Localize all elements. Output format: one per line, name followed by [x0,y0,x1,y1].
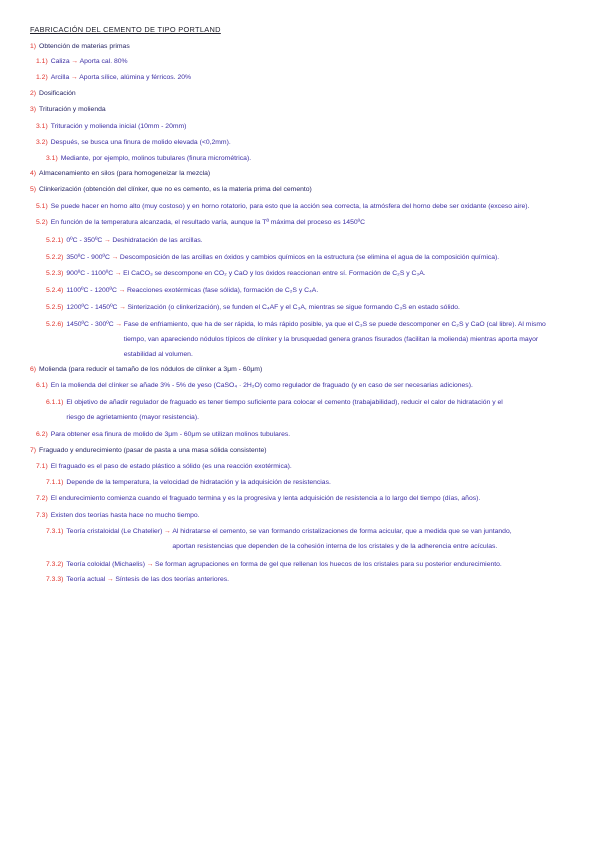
item-number: 5.1) [36,203,48,210]
item-text: Para obtener esa finura de molido de 3μm - 60μm se utilizan molinos tubulares. [50,431,291,438]
item-number: 2) [30,90,37,97]
section-heading: Fraguado y endurecimiento (pasar de pasta a una masa sólida consistente) [39,447,267,454]
item-number: 3.1) [36,123,48,130]
item-text: Existen dos teorías hasta hace no mucho tiempo. [50,512,200,519]
list-item [36,427,290,442]
item-text: Mediante, por ejemplo, molinos tubulares (finura micrométrica). [60,155,252,162]
item-number: 5.2.1) [46,237,64,244]
item-term: Arcilla [50,74,70,81]
item-description: Síntesis de las dos teorías anteriores. [115,576,230,583]
item-term: Caliza [50,58,70,65]
item-description: Sinterización (o clinkerización), se funden el C₄AF y el C₃A, mientras se sigue formando C₃S en estado sólido. [127,304,460,311]
item-text: Depende de la temperatura, la velocidad de hidratación y la adquisición de resistencias. [66,479,331,486]
section-item [30,443,267,458]
item-description-continued: tiempo, van apareciendo nódulos típicos de clínker y la brusquedad genera granos fisurados (facilitan la molienda) mientras aporta mayor [123,336,539,343]
item-text: Después, se busca una finura de molido elevada (<0,2mm). [50,139,231,146]
list-item [46,395,503,425]
item-number: 6.1) [36,382,48,389]
right-arrow-icon [145,557,155,572]
section-heading: Obtención de materias primas [39,43,130,50]
item-text: En la molienda del clínker se añade 3% - 5% de yeso (CaSO₄ · 2H₂O) como regulador de fraguado (y en caso de ser necesarias adiciones). [50,382,473,389]
item-number: 6) [30,366,37,373]
list-item [46,151,251,166]
right-arrow-icon [110,250,120,265]
list-item [36,215,365,230]
right-arrow-icon [114,317,124,332]
item-number: 3) [30,106,37,113]
item-number: 5) [30,186,37,193]
item-text: El endurecimiento comienza cuando el fraguado termina y es la progresiva y lenta adquisición de resistencia a lo largo del tiempo (días, años). [50,495,481,502]
item-number: 6.2) [36,431,48,438]
item-text: El objetivo de añadir regulador de fraguado es tener tiempo suficiente para colocar el cemento (trabajabilidad), reducir el calor de hidratación y el [66,399,503,406]
item-number: 3.2) [36,139,48,146]
item-term: 350ºC - 900ºC [66,254,110,261]
item-term: 0ºC - 350ºC [66,237,103,244]
item-description: Se forman agrupaciones en forma de gel que rellenan los huecos de los cristales para su posterior endurecimiento. [154,561,502,568]
item-number: 5.2.5) [46,304,64,311]
right-arrow-icon [117,283,127,298]
item-number: 5.2.6) [46,321,64,328]
section-heading: Dosificación [39,90,76,97]
item-number: 5.2) [36,219,48,226]
list-item [46,250,499,265]
list-item [36,508,200,523]
item-description: Al hidratarse el cemento, se van formando cristalizaciones de forma acicular, que a medida que se van juntando, [172,528,512,535]
right-arrow-icon [162,524,172,539]
item-number: 1.1) [36,58,48,65]
item-number: 7.1) [36,463,48,470]
list-item [46,300,460,315]
right-arrow-icon [70,54,80,69]
item-number: 5.2.3) [46,270,64,277]
item-number: 7.1.1) [46,479,64,486]
item-description: Descomposición de las arcillas en óxidos y cambios químicos en la estructura (se elimina el agua de la composición química). [119,254,500,261]
item-text: El fraguado es el paso de estado plástico a sólido (es una reacción exotérmica). [50,463,292,470]
item-number: 4) [30,170,37,177]
item-number: 3.1) [46,155,58,162]
item-description-continued: aportan resistencias que dependen de la cohesión interna de los cristales y de la adherencia entre acículas. [172,543,498,550]
list-item [46,233,203,248]
list-item [36,135,231,150]
item-term: Teoría actual [66,576,106,583]
item-number: 7.2) [36,495,48,502]
right-arrow-icon [113,266,123,281]
item-term: 900ºC - 1100ºC [66,270,114,277]
item-text: Trituración y molienda inicial (10mm - 20mm) [50,123,187,130]
list-item [36,54,128,69]
section-item [30,102,106,117]
section-item [30,39,130,54]
item-description: Aporta cal. 80% [79,58,128,65]
item-number: 1.2) [36,74,48,81]
item-text: Se puede hacer en horno alto (muy costoso) y en horno rotatorio, para esto que la acción sea correcta, la atmósfera del horno debe ser oxidante (exceso aire). [50,203,530,210]
item-description-continued: estabilidad al volumen. [123,351,193,358]
item-description: Reacciones exotérmicas (fase sólida), formación de C₂S y C₄A. [126,287,319,294]
item-number: 7.3.3) [46,576,64,583]
list-item [36,70,191,85]
item-description: Fase de enfriamiento, que ha de ser rápida, lo más rápido posible, ya que el C₃S se puede descomponer en C₂S y CaO (cal libre). Al mismo [123,321,546,328]
section-item [30,182,312,197]
item-number: 7.3.2) [46,561,64,568]
item-number: 7) [30,447,37,454]
right-arrow-icon [69,70,79,85]
right-arrow-icon [102,233,112,248]
section-heading: Clinkerización (obtención del clínker, que no es cemento, es la materia prima del cemento) [39,186,312,193]
item-term: Teoría coloidal (Michaelis) [66,561,145,568]
item-term: 1200ºC - 1450ºC [66,304,118,311]
list-item [46,283,318,298]
item-description: Deshidratación de las arcillas. [112,237,203,244]
item-term: Teoría cristaloidal (Le Chatelier) [66,528,163,535]
item-number: 5.2.2) [46,254,64,261]
section-item [30,86,76,101]
list-item [36,378,473,393]
list-item [46,317,546,362]
list-item [46,524,512,554]
item-description: Aporta sílice, alúmina y férricos. 20% [79,74,192,81]
page-title: FABRICACIÓN DEL CEMENTO DE TIPO PORTLAND [30,25,221,34]
section-heading: Almacenamiento en silos (para homogeneizar la mezcla) [39,170,211,177]
list-item [36,119,186,134]
list-item [46,475,331,490]
section-heading: Trituración y molienda [39,106,106,113]
list-item [46,266,426,281]
item-number: 7.3) [36,512,48,519]
item-text: En función de la temperatura alcanzada, el resultado varía, aunque la Tª máxima del proceso es 1450ºC [50,219,366,226]
item-description: El CaCO₃ se descompone en CO₂ y CaO y los óxidos reaccionan entre sí. Formación de C₂S y C₃A. [123,270,426,277]
section-item [30,362,262,377]
section-heading: Molienda (para reducir el tamaño de los nódulos de clínker a 3μm - 60μm) [39,366,263,373]
list-item [36,491,480,506]
item-number: 7.3.1) [46,528,64,535]
item-number: 6.1.1) [46,399,64,406]
right-arrow-icon [117,300,127,315]
item-term: 1100ºC - 1200ºC [66,287,117,294]
list-item [36,199,529,214]
list-item [46,572,229,587]
list-item [46,557,502,572]
right-arrow-icon [105,572,115,587]
item-number: 5.2.4) [46,287,64,294]
item-text-continued: riesgo de agrietamiento (mayor resistencia). [66,414,199,421]
item-term: 1450ºC - 300ºC [66,321,114,328]
section-item [30,166,210,181]
list-item [36,459,292,474]
item-number: 1) [30,43,37,50]
